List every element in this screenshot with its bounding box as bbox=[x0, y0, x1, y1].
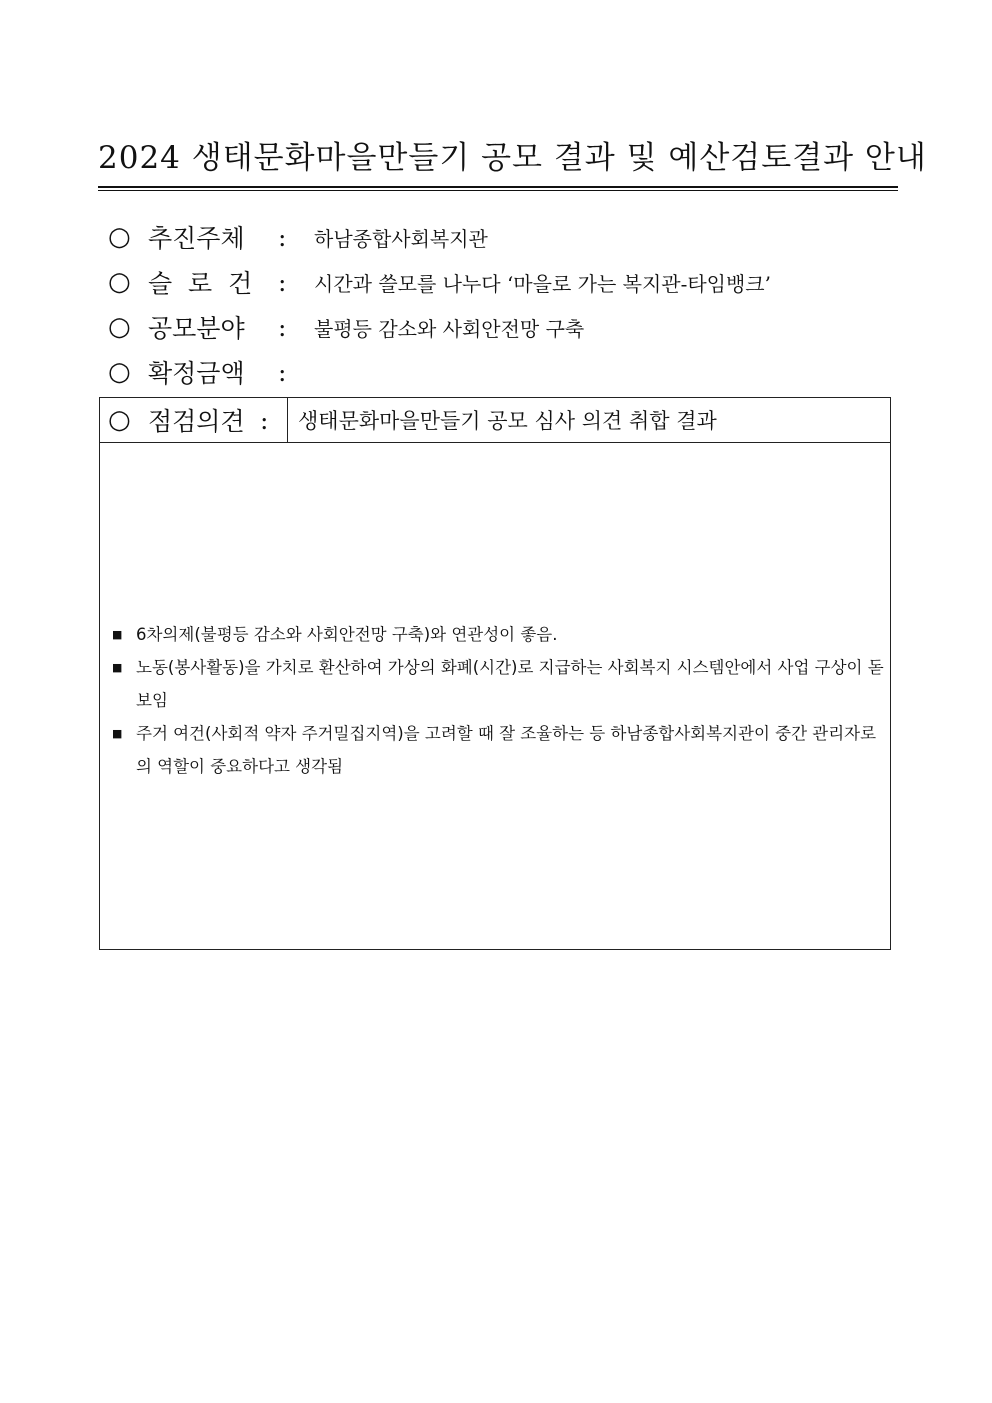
colon: : bbox=[278, 312, 287, 342]
amount-label: 확정금액 bbox=[148, 359, 245, 388]
organizer-label: 추진주체 bbox=[148, 224, 245, 253]
review-header bbox=[100, 398, 890, 443]
info-row-field bbox=[108, 309, 584, 345]
colon: : bbox=[278, 267, 287, 297]
slogan-label: 슬 로 건 bbox=[148, 269, 253, 298]
info-row-amount bbox=[108, 354, 314, 390]
title-divider bbox=[98, 186, 898, 191]
review-header-value: 생태문화마을만들기 공모 심사 의견 취합 결과 bbox=[298, 409, 717, 433]
circle-marker-icon: ○ bbox=[108, 405, 131, 435]
colon: : bbox=[260, 405, 269, 435]
circle-marker-icon: ○ bbox=[108, 312, 131, 342]
circle-marker-icon: ○ bbox=[108, 267, 131, 297]
comment-text: 6차의제(불평등 감소와 사회안전망 구축)와 연관성이 좋음. bbox=[136, 625, 558, 644]
square-bullet-icon: ■ bbox=[112, 661, 123, 674]
colon: : bbox=[278, 357, 287, 387]
info-row-slogan bbox=[108, 264, 771, 300]
review-box bbox=[99, 397, 891, 950]
field-label: 공모분야 bbox=[148, 314, 245, 343]
info-row-organizer bbox=[108, 219, 488, 255]
slogan-value: 시간과 쓸모를 나누다 ‘마을로 가는 복지관-타임뱅크’ bbox=[314, 271, 771, 296]
circle-marker-icon: ○ bbox=[108, 357, 131, 387]
square-bullet-icon: ■ bbox=[112, 727, 123, 740]
review-comments bbox=[112, 618, 884, 783]
comment-text: 노동(봉사활동)을 가치로 환산하여 가상의 화폐(시간)로 지급하는 사회복지 시스템안에서 사업 구상이 돋보임 bbox=[136, 658, 884, 710]
organizer-value: 하남종합사회복지관 bbox=[314, 226, 488, 251]
list-item bbox=[112, 717, 884, 783]
field-value: 불평등 감소와 사회안전망 구축 bbox=[314, 316, 585, 341]
review-label-cell bbox=[100, 398, 288, 442]
comment-text: 주거 여건(사회적 약자 주거밀집지역)을 고려할 때 잘 조율하는 등 하남종합사회복지관이 중간 관리자로의 역할이 중요하다고 생각됨 bbox=[136, 724, 877, 776]
colon: : bbox=[278, 222, 287, 252]
circle-marker-icon: ○ bbox=[108, 222, 131, 252]
review-label: 점검의견 bbox=[148, 407, 245, 436]
square-bullet-icon: ■ bbox=[112, 628, 123, 641]
list-item bbox=[112, 651, 884, 717]
list-item bbox=[112, 618, 884, 651]
document-title: 2024 생태문화마을만들기 공모 결과 및 예산검토결과 안내 bbox=[98, 140, 927, 176]
